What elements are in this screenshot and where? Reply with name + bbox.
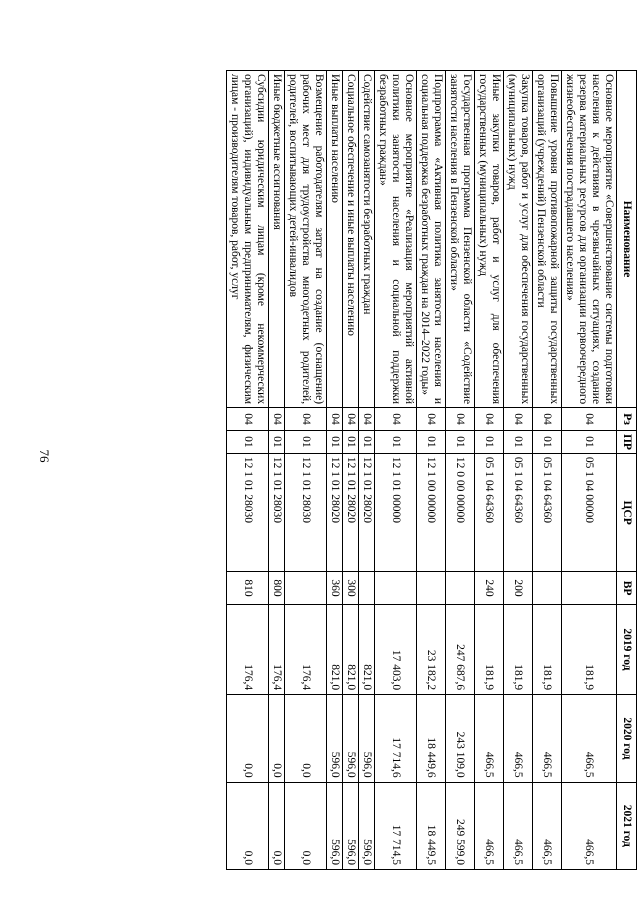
row-vr: 360 [327, 572, 343, 604]
row-rz: 04 [375, 408, 417, 431]
row-name: Иные закупки товаров, работ и услуг для обеспечения государственных (муниципальных) нужд [475, 71, 504, 408]
row-2020: 466,5 [562, 695, 617, 782]
row-pr: 01 [343, 430, 359, 453]
row-csr: 12 1 01 28020 [327, 453, 343, 572]
row-2019: 181,9 [475, 604, 504, 695]
row-2021: 466,5 [475, 782, 504, 869]
row-vr [285, 572, 327, 604]
header-2021: 2021 год [617, 782, 637, 869]
row-2021: 466,5 [533, 782, 562, 869]
row-2019: 17 403,0 [375, 604, 417, 695]
row-csr: 05 1 04 00000 [562, 453, 617, 572]
header-vr: ВР [617, 572, 637, 604]
row-pr: 01 [533, 430, 562, 453]
row-csr: 12 1 01 28020 [343, 453, 359, 572]
header-name: Наименование [617, 71, 637, 408]
row-vr: 800 [269, 572, 285, 604]
row-vr: 300 [343, 572, 359, 604]
row-rz: 04 [562, 408, 617, 431]
row-csr: 12 1 00 00000 [417, 453, 446, 572]
row-2019: 821,0 [343, 604, 359, 695]
table-row [446, 71, 475, 870]
row-name: Иные бюджетные ассигнования [269, 71, 285, 408]
row-name: Основное мероприятие «Реализация мероприятий активной политики занятости населения и социальной поддержки безработных граждан» [375, 71, 417, 408]
row-pr: 01 [227, 430, 269, 453]
row-rz: 04 [285, 408, 327, 431]
header-pr: ПР [617, 430, 637, 453]
row-vr: 240 [475, 572, 504, 604]
table-row [533, 71, 562, 870]
row-2021: 466,5 [504, 782, 533, 869]
row-vr [359, 572, 375, 604]
table-row [359, 71, 375, 870]
row-2021: 466,5 [562, 782, 617, 869]
row-pr: 01 [504, 430, 533, 453]
table-row [504, 71, 533, 870]
row-2020: 0,0 [227, 695, 269, 782]
row-2021: 17 714,5 [375, 782, 417, 869]
row-csr: 12 1 01 28030 [285, 453, 327, 572]
row-name: Иные выплаты населению [327, 71, 343, 408]
row-2020: 0,0 [269, 695, 285, 782]
row-pr: 01 [417, 430, 446, 453]
row-vr: 200 [504, 572, 533, 604]
row-2020: 466,5 [504, 695, 533, 782]
row-2020: 466,5 [533, 695, 562, 782]
row-2020: 0,0 [285, 695, 327, 782]
page-number: 76 [37, 449, 52, 463]
row-name: Содействие самозанятости безработных граждан [359, 71, 375, 408]
table-row [375, 71, 417, 870]
row-rz: 04 [359, 408, 375, 431]
table-row [562, 71, 617, 870]
row-csr: 12 1 01 28030 [227, 453, 269, 572]
row-2021: 596,0 [359, 782, 375, 869]
row-2019: 181,9 [504, 604, 533, 695]
row-2019: 181,9 [533, 604, 562, 695]
header-2020: 2020 год [617, 695, 637, 782]
row-csr: 12 0 00 00000 [446, 453, 475, 572]
row-rz: 04 [417, 408, 446, 431]
header-2019: 2019 год [617, 604, 637, 695]
header-csr: ЦСР [617, 453, 637, 572]
row-2020: 17 714,6 [375, 695, 417, 782]
table-header-row [617, 71, 637, 870]
row-2021: 596,0 [343, 782, 359, 869]
row-2019: 23 182,2 [417, 604, 446, 695]
row-2021: 249 599,0 [446, 782, 475, 869]
row-pr: 01 [446, 430, 475, 453]
row-2021: 0,0 [285, 782, 327, 869]
row-2019: 247 687,6 [446, 604, 475, 695]
row-2020: 596,0 [343, 695, 359, 782]
row-2020: 466,5 [475, 695, 504, 782]
row-2021: 0,0 [227, 782, 269, 869]
row-rz: 04 [327, 408, 343, 431]
row-2019: 176,4 [269, 604, 285, 695]
table-row [343, 71, 359, 870]
row-rz: 04 [475, 408, 504, 431]
row-pr: 01 [475, 430, 504, 453]
row-vr [417, 572, 446, 604]
row-name: Субсидии юридическим лицам (кроме некоммерческих организаций), индивидуальным предпринимателям, физическим лицам - производителям товаров, работ, услуг [227, 71, 269, 408]
row-pr: 01 [562, 430, 617, 453]
row-2019: 176,4 [227, 604, 269, 695]
row-name: Подпрограмма «Активная политика занятости населения и социальная поддержка безработных граждан на 2014–2022 годы» [417, 71, 446, 408]
row-2021: 0,0 [269, 782, 285, 869]
row-rz: 04 [227, 408, 269, 431]
row-vr [533, 572, 562, 604]
row-rz: 04 [533, 408, 562, 431]
row-2020: 243 109,0 [446, 695, 475, 782]
row-pr: 01 [359, 430, 375, 453]
row-2021: 596,0 [327, 782, 343, 869]
row-2020: 18 449,6 [417, 695, 446, 782]
row-vr [562, 572, 617, 604]
table-row [417, 71, 446, 870]
row-name: Возмещение работодателям затрат на создание (оснащение) рабочих мест для трудоустройства многодетных родителей, родителей, воспитывающих детей-инвалидов [285, 71, 327, 408]
row-rz: 04 [343, 408, 359, 431]
row-2019: 181,9 [562, 604, 617, 695]
header-rz: Рз [617, 408, 637, 431]
row-name: Закупка товаров, работ и услуг для обеспечения государственных (муниципальных) нужд [504, 71, 533, 408]
row-name: Государственная программа Пензенской области «Содействие занятости населения в Пензенской области» [446, 71, 475, 408]
row-pr: 01 [285, 430, 327, 453]
table-row [327, 71, 343, 870]
row-2021: 18 449,5 [417, 782, 446, 869]
row-csr: 05 1 04 64360 [504, 453, 533, 572]
row-csr: 12 1 01 28030 [269, 453, 285, 572]
table-row [227, 71, 269, 870]
row-rz: 04 [446, 408, 475, 431]
row-csr: 12 1 01 28020 [359, 453, 375, 572]
row-pr: 01 [269, 430, 285, 453]
row-2019: 176,4 [285, 604, 327, 695]
row-vr [446, 572, 475, 604]
row-rz: 04 [269, 408, 285, 431]
row-name: Основное мероприятие «Совершенствование системы подготовки населения к действиям в чрезвычайных ситуациях, создание резерва материальных ресурсов для организации первоочередного жизнеобеспечения пострадавшего населения» [562, 71, 617, 408]
row-name: Социальное обеспечение и иные выплаты населению [343, 71, 359, 408]
row-2019: 821,0 [359, 604, 375, 695]
row-2020: 596,0 [327, 695, 343, 782]
table-row [475, 71, 504, 870]
row-csr: 05 1 04 64360 [533, 453, 562, 572]
row-name: Повышение уровня противопожарной защиты государственных организаций (учреждений) Пензенской области [533, 71, 562, 408]
row-csr: 05 1 04 64360 [475, 453, 504, 572]
row-csr: 12 1 01 00000 [375, 453, 417, 572]
row-2019: 821,0 [327, 604, 343, 695]
row-2020: 596,0 [359, 695, 375, 782]
row-pr: 01 [327, 430, 343, 453]
row-vr: 810 [227, 572, 269, 604]
row-pr: 01 [375, 430, 417, 453]
table-row [285, 71, 327, 870]
table-body [227, 71, 617, 870]
budget-table [226, 70, 637, 870]
table-row [269, 71, 285, 870]
row-rz: 04 [504, 408, 533, 431]
row-vr [375, 572, 417, 604]
